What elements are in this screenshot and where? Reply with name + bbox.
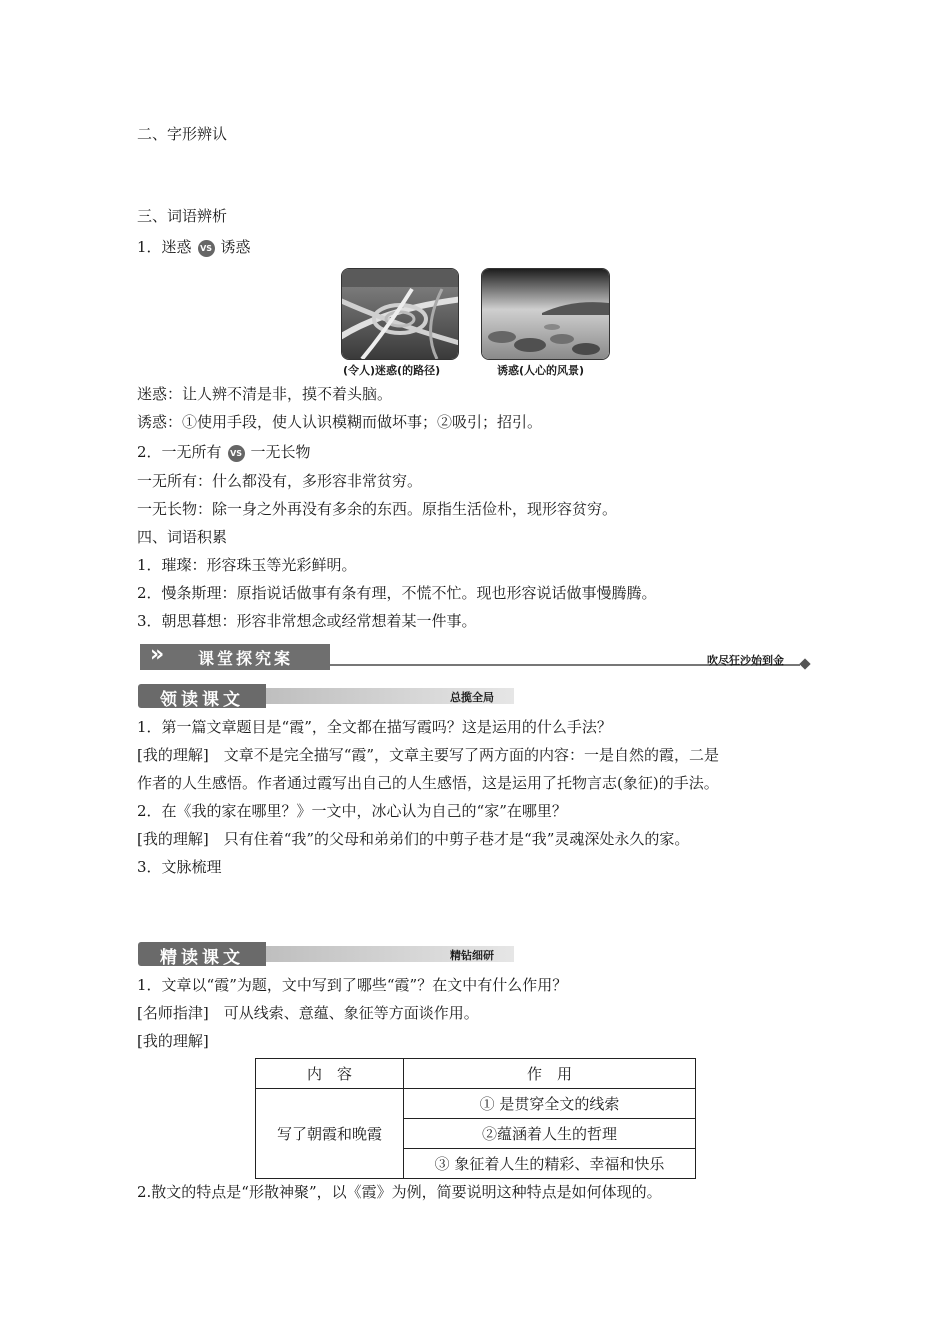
pair2-word-a: 2．一无所有 [137, 443, 222, 461]
banner-motto: 吹尽狂沙始到金 [707, 654, 784, 667]
section-tab-close-reading [138, 942, 514, 966]
vs-icon: VS [198, 240, 215, 257]
tab-subtitle: 总揽全局 [450, 691, 494, 704]
tab-title: 领读课文 [160, 690, 244, 710]
question-1: 1．第一篇文章题目是“霞”，全文都在描写霞吗？这是运用的什么手法？ [137, 718, 612, 736]
pair1-word-a: 1．迷惑 [137, 238, 192, 256]
answer-1-line-1: [我的理解] 文章不是完全描写“霞”，文章主要写了两方面的内容：一是自然的霞，二是 [137, 746, 720, 764]
banner-title: 课堂探究案 [198, 649, 294, 668]
table-header-cell: 作 用 [404, 1059, 696, 1089]
section-heading-vocab-accumulation: 四、词语积累 [137, 528, 228, 546]
highway-interchange-photo [341, 268, 459, 360]
table-effect-cell: ① 是贯穿全文的线索 [404, 1089, 696, 1119]
pair2-definition-b: 一无长物：除一身之外再没有多余的东西。原指生活俭朴，现形容贫穷。 [137, 500, 618, 518]
vocab-item: 1．璀璨：形容珠玉等光彩鲜明。 [137, 556, 357, 574]
pair1-heading [137, 237, 251, 257]
diamond-icon [799, 658, 810, 669]
section-heading-vocab-distinction: 三、词语辨析 [137, 207, 228, 225]
table-header-cell: 内 容 [256, 1059, 404, 1089]
vs-icon: VS [228, 445, 245, 462]
table-row [256, 1089, 696, 1119]
photo-caption-left: (令人)迷惑(的路径) [343, 364, 441, 377]
close-reading-question-1: 1．文章以“霞”为题，文中写到了哪些“霞”？在文中有什么作用？ [137, 976, 568, 994]
pair1-word-b: 诱惑 [220, 238, 251, 256]
section-heading-glyph: 二、字形辨认 [137, 125, 228, 143]
chevron-right-icon: » [150, 642, 165, 667]
table-effect-cell: ②蕴涵着人生的哲理 [404, 1119, 696, 1149]
vocab-item: 2．慢条斯理：原指说话做事有条有理，不慌不忙。现也形容说话做事慢腾腾。 [137, 584, 657, 602]
close-reading-question-2: 2.散文的特点是“形散神聚”，以《霞》为例，简要说明这种特点是如何体现的。 [137, 1183, 662, 1201]
answer-2: [我的理解] 只有住着“我”的父母和弟弟们的中剪子巷才是“我”灵魂深处永久的家。 [137, 830, 690, 848]
tab-subtitle: 精钻细研 [450, 949, 494, 962]
table-content-cell: 写了朝霞和晚霞 [256, 1089, 404, 1179]
pair2-definition-a: 一无所有：什么都没有，多形容非常贫穷。 [137, 472, 423, 490]
my-understanding-label: [我的理解] [137, 1032, 209, 1050]
pair2-heading [137, 442, 311, 462]
pair1-definition-b: 诱惑：①使用手段，使人认识模糊而做坏事；②吸引；招引。 [137, 413, 543, 431]
vocab-item: 3．朝思暮想：形容非常想念或经常想着某一件事。 [137, 612, 477, 630]
table-header-row [256, 1059, 696, 1089]
pair1-definition-a: 迷惑：让人辨不清是非，摸不着头脑。 [137, 385, 393, 403]
question-3: 3．文脉梳理 [137, 858, 222, 876]
highway-photo-graphic [342, 269, 458, 359]
section-tab-lead-reading [138, 684, 514, 708]
lake-photo-graphic [482, 269, 609, 359]
analysis-table [255, 1058, 696, 1179]
question-2: 2．在《我的家在哪里？》一文中，冰心认为自己的“家”在哪里？ [137, 802, 567, 820]
answer-1-line-2: 作者的人生感悟。作者通过霞写出自己的人生感悟，这是运用了托物言志(象征)的手法。 [137, 774, 719, 792]
teacher-tip: [名师指津] 可从线索、意蕴、象征等方面谈作用。 [137, 1004, 479, 1022]
lake-landscape-photo [481, 268, 610, 360]
tab-title: 精读课文 [160, 948, 244, 968]
table-effect-cell: ③ 象征着人生的精彩、幸福和快乐 [404, 1149, 696, 1179]
pair2-word-b: 一无长物 [250, 443, 311, 461]
photo-caption-right: 诱惑(人心的风景) [497, 364, 585, 377]
